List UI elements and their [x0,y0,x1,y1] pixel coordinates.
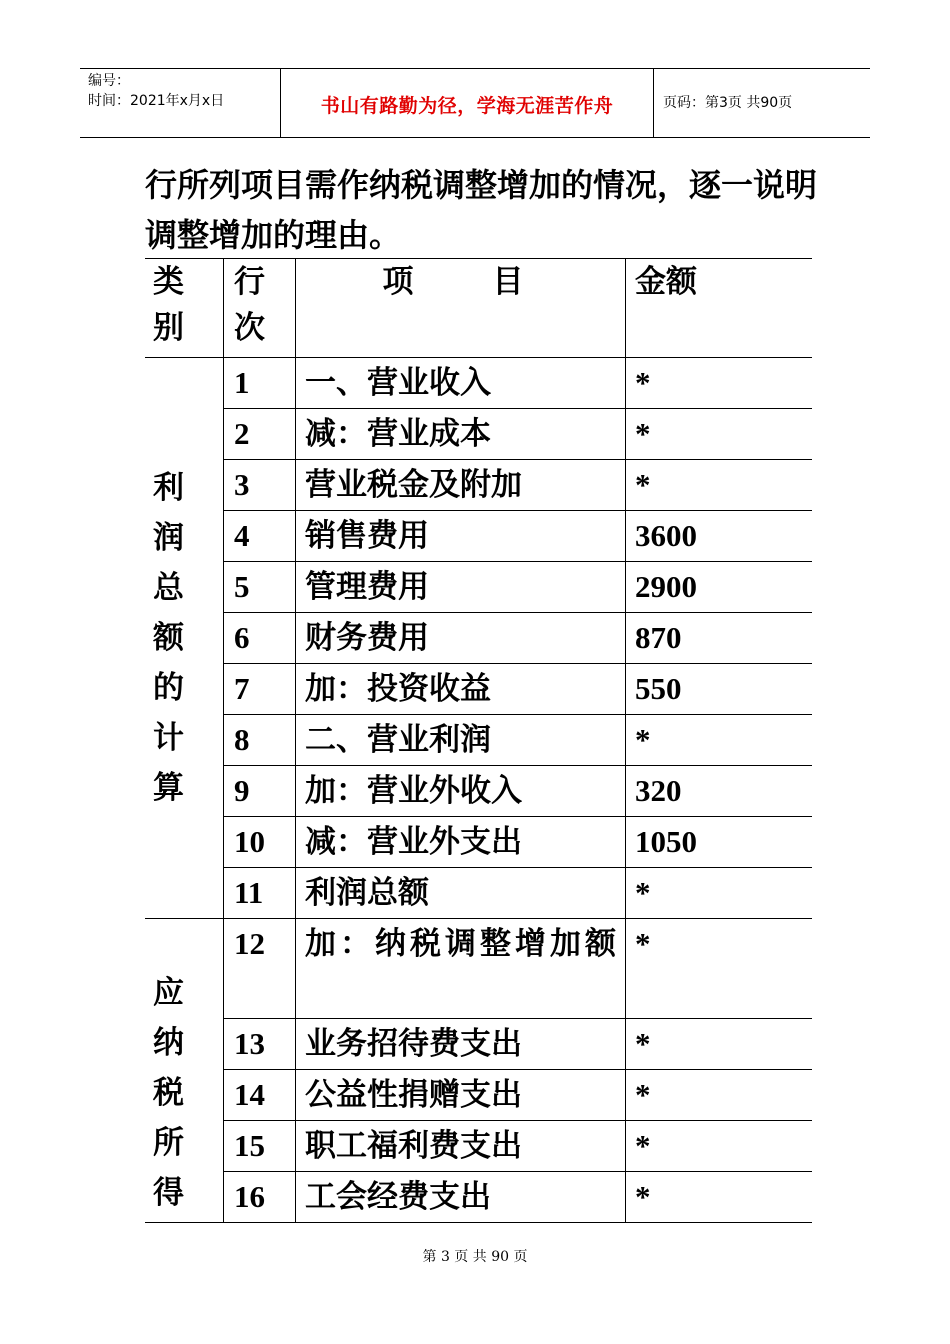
category-taxable-income: 应纳税所得 [145,919,224,1223]
document-header [80,68,870,138]
tax-table [145,258,812,1223]
table-row [145,562,812,613]
row-line: 8 [224,715,296,766]
table-row [145,715,812,766]
table-row [145,1019,812,1070]
row-amount: 870 [626,613,812,664]
row-amount: 2900 [626,562,812,613]
row-item: 减：营业成本 [296,409,626,460]
row-item: 加：投资收益 [296,664,626,715]
table-row [145,1121,812,1172]
row-line: 2 [224,409,296,460]
row-line: 10 [224,817,296,868]
row-line: 13 [224,1019,296,1070]
row-item: 销售费用 [296,511,626,562]
table-header-row [145,259,812,358]
row-amount: 550 [626,664,812,715]
table-row [145,358,812,409]
row-amount: * [626,1121,812,1172]
table-row [145,664,812,715]
row-line: 9 [224,766,296,817]
row-amount: 320 [626,766,812,817]
row-item: 公益性捐赠支出 [296,1070,626,1121]
row-amount: * [626,409,812,460]
row-amount: * [626,919,812,1019]
row-amount: 3600 [626,511,812,562]
table-row [145,868,812,919]
row-amount: * [626,868,812,919]
row-item: 减：营业外支出 [296,817,626,868]
row-line: 14 [224,1070,296,1121]
table-row [145,613,812,664]
row-item: 营业税金及附加 [296,460,626,511]
row-item: 二、营业利润 [296,715,626,766]
row-amount: * [626,460,812,511]
header-category: 类别 [145,259,224,358]
header-page-cell [653,69,870,137]
table-row [145,919,812,1019]
header-meta-cell [80,69,280,137]
intro-paragraph: 行所列项目需作纳税调整增加的情况，逐一说明调整增加的理由。 [145,166,818,254]
time-label: 时间：2021年x月x日 [88,93,225,109]
row-amount: * [626,1070,812,1121]
row-line: 11 [224,868,296,919]
row-line: 6 [224,613,296,664]
row-line: 5 [224,562,296,613]
row-line: 12 [224,919,296,1019]
code-label: 编号： [88,73,130,89]
row-item: 一、营业收入 [296,358,626,409]
row-line: 16 [224,1172,296,1223]
row-item: 加：营业外收入 [296,766,626,817]
category-profit: 利润总额的计算 [145,358,224,919]
row-line: 4 [224,511,296,562]
row-amount: 1050 [626,817,812,868]
table-row [145,460,812,511]
header-line: 行次 [224,259,296,358]
row-item: 财务费用 [296,613,626,664]
row-amount: * [626,1019,812,1070]
row-item: 职工福利费支出 [296,1121,626,1172]
table-row [145,1172,812,1223]
header-amount: 金额 [626,259,812,358]
header-item: 项 目 [296,259,626,358]
row-item: 工会经费支出 [296,1172,626,1223]
row-amount: * [626,1172,812,1223]
row-amount: * [626,715,812,766]
table-row [145,409,812,460]
row-item: 利润总额 [296,868,626,919]
row-line: 7 [224,664,296,715]
table-row [145,766,812,817]
table-row [145,511,812,562]
row-amount: * [626,358,812,409]
row-item: 业务招待费支出 [296,1019,626,1070]
motto-text: 书山有路勤为径，学海无涯苦作舟 [320,95,614,117]
row-line: 3 [224,460,296,511]
row-line: 1 [224,358,296,409]
table-row [145,817,812,868]
table-row [145,1070,812,1121]
row-item: 管理费用 [296,562,626,613]
row-item: 加：纳税调整增加额 [296,919,626,1019]
header-motto-cell [280,69,654,137]
page-label: 页码：第3页 共90页 [663,95,793,111]
page-footer: 第 3 页 共 90 页 [422,1249,528,1265]
row-line: 15 [224,1121,296,1172]
